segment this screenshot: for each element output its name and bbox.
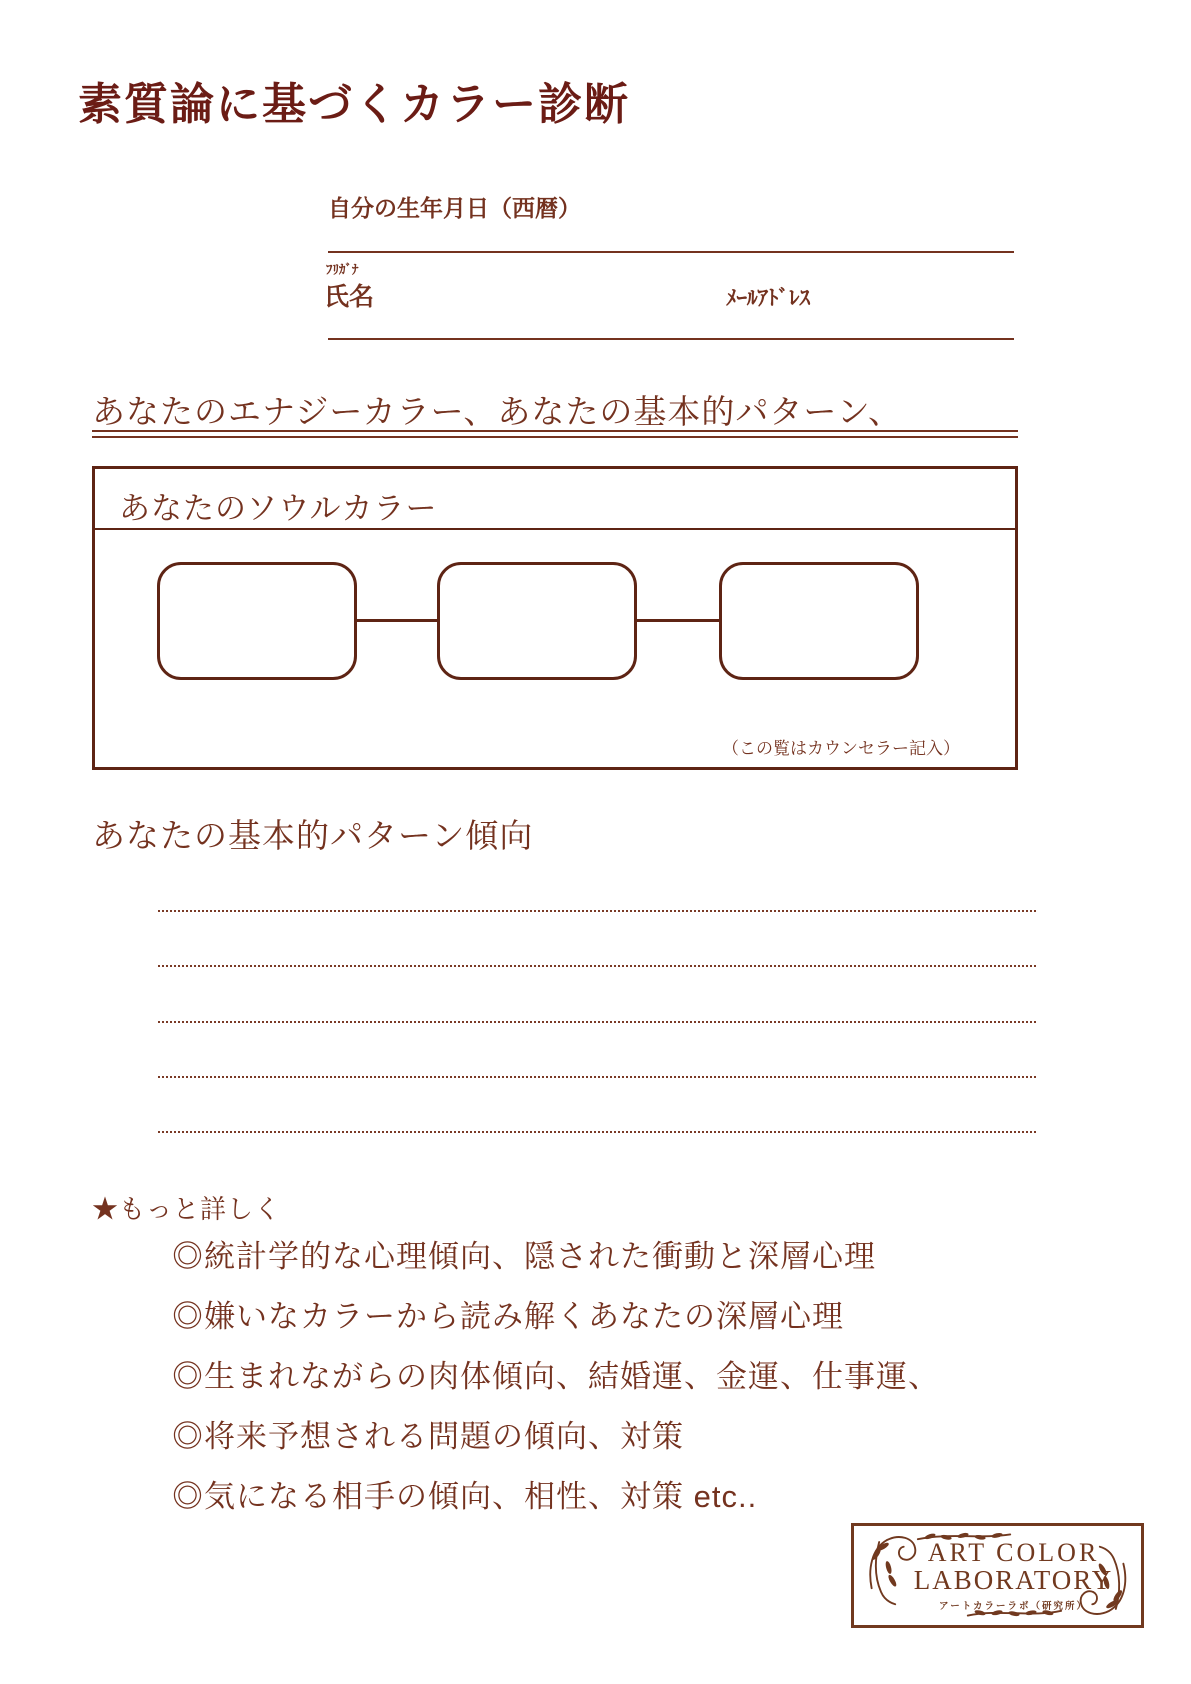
detail-bullet: ◎統計学的な心理傾向、隠された衝動と深層心理 (172, 1239, 876, 1274)
name-label: 氏名 (324, 283, 375, 311)
email-label: ﾒｰﾙｱﾄﾞﾚｽ (726, 287, 810, 310)
color-slot-1 (157, 562, 357, 680)
art-color-laboratory-logo (851, 1523, 1144, 1628)
logo-subtitle: アートカラーラボ（研究所） (939, 1600, 1088, 1612)
soul-color-box (92, 466, 1018, 770)
name-email-write-line (328, 338, 1014, 340)
logo-title-line1: ART COLOR (927, 1538, 1100, 1568)
more-details-heading: ★もっと詳しく (92, 1194, 282, 1224)
color-slot-2 (437, 562, 637, 680)
double-rule-divider (92, 430, 1018, 438)
color-slot-3 (719, 562, 919, 680)
logo-title-line2: LABORATORY (913, 1565, 1114, 1596)
logo-text-block (890, 1526, 1137, 1625)
detail-bullet: ◎生まれながらの肉体傾向、結婚運、金運、仕事運、 (172, 1359, 940, 1394)
slot-connector-line (357, 619, 437, 622)
detail-bullet: ◎将来予想される問題の傾向、対策 (172, 1419, 684, 1454)
birthdate-label: 自分の生年月日（西暦） (328, 195, 581, 221)
furigana-label: ﾌﾘｶﾞﾅ (326, 262, 359, 277)
write-in-dotted-line (158, 910, 1036, 912)
birthdate-write-line (328, 251, 1014, 253)
write-in-dotted-line (158, 1131, 1036, 1133)
slot-connector-line (637, 619, 719, 622)
detail-bullet: ◎嫌いなカラーから読み解くあなたの深層心理 (172, 1299, 844, 1334)
write-in-dotted-line (158, 1021, 1036, 1023)
write-in-dotted-line (158, 1076, 1036, 1078)
soul-color-body (95, 530, 1015, 765)
pattern-heading: あなたの基本的パターン傾向 (92, 817, 534, 854)
section-heading: あなたのエナジーカラー、あなたの基本的パターン、 (92, 393, 903, 430)
detail-bullet: ◎気になる相手の傾向、相性、対策 etc.. (172, 1479, 758, 1514)
soul-color-title: あなたのソウルカラー (95, 469, 1015, 530)
page-title: 素質論に基づくカラー診断 (78, 80, 630, 129)
counselor-entry-note: （この覧はカウンセラー記入） (722, 739, 960, 758)
write-in-dotted-line (158, 965, 1036, 967)
